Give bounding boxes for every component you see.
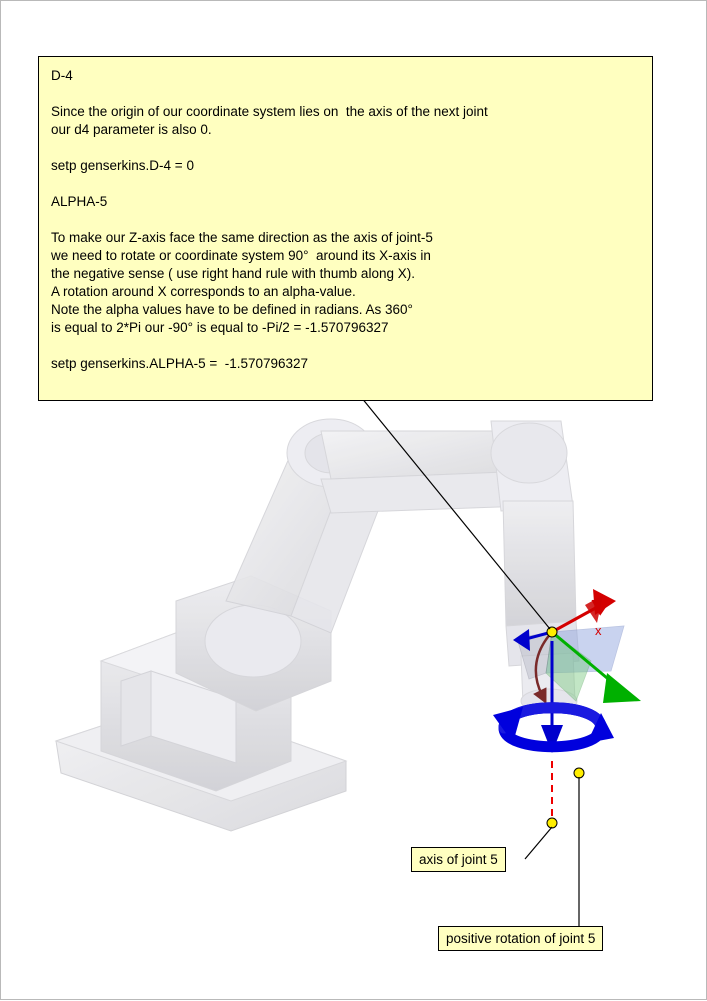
note-line: [51, 175, 640, 193]
axis-x-label: x: [595, 623, 602, 638]
note-line: ALPHA-5: [51, 194, 108, 209]
note-line: setp genserkins.D-4 = 0: [51, 158, 194, 173]
note-line: A rotation around X corresponds to an alpha-value.: [51, 284, 356, 299]
joint5-dot-mid: [574, 768, 584, 778]
callout-positive-rotation-of-joint-5: positive rotation of joint 5: [438, 926, 603, 951]
callout-axis-of-joint-5: axis of joint 5: [411, 847, 506, 872]
note-line: [51, 337, 640, 355]
note-line: we need to rotate or coordinate system 90° around its X-axis in: [51, 248, 431, 263]
leader-axis-joint5: [525, 827, 552, 859]
note-line: [51, 85, 640, 103]
note-line: [51, 211, 640, 229]
note-line: Since the origin of our coordinate system lies on the axis of the next joint: [51, 104, 488, 119]
leader-main-note: [361, 397, 550, 629]
note-line: [51, 139, 640, 157]
joint5-dot-lower: [547, 818, 557, 828]
origin-dot: [547, 627, 557, 637]
note-line: Note the alpha values have to be defined in radians. As 360°: [51, 302, 413, 317]
note-line: setp genserkins.ALPHA-5 = -1.570796327: [51, 356, 309, 371]
note-line: our d4 parameter is also 0.: [51, 122, 212, 137]
note-line: the negative sense ( use right hand rule with thumb along X).: [51, 266, 415, 281]
main-annotation-note: [38, 56, 653, 401]
note-line: To make our Z-axis face the same direction as the axis of joint-5: [51, 230, 433, 245]
note-line: D-4: [51, 68, 73, 83]
note-line: is equal to 2*Pi our -90° is equal to -Pi/2 = -1.570796327: [51, 320, 389, 335]
axis-y-arrowhead: [603, 673, 641, 703]
